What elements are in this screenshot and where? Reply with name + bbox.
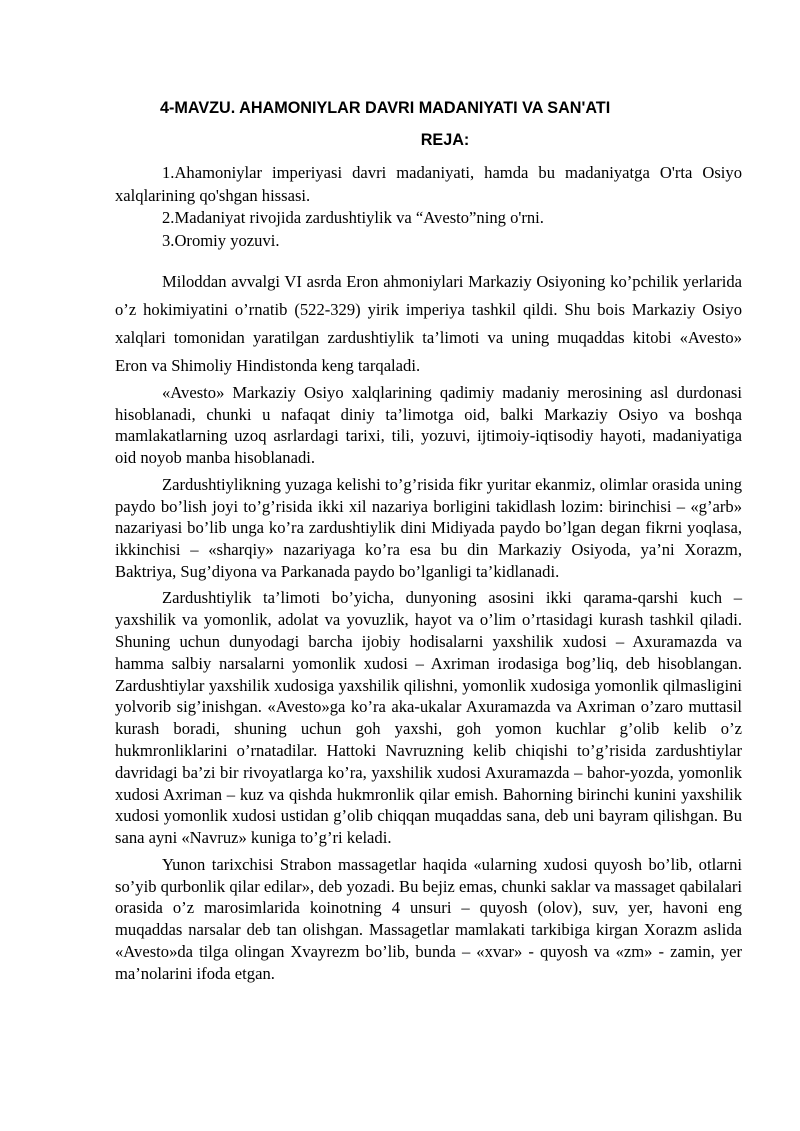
- plan-heading: REJA:: [420, 131, 470, 149]
- plan-list: [115, 162, 742, 252]
- paragraph: Zardushtiylikning yuzaga kelishi to’g’risida fikr yuritar ekanmiz, olimlar orasida uning paydo bo’lish joyi to’g’risida ikki xil nazariya borligini takidlash lozim: birinchisi – «g’arb» nazariyasi bo’lib unga ko’ra zardushtiylik dini Midiyada paydo bo’lgan degan fikrni yoqlasa, ikkinchisi – «sharqiy» nazariyaga ko’ra esa bu din Markaziy Osiyoda, ya’ni Xorazm, Baktriya, Sug’diyona va Parkanada paydo bo’lganligi ta’kidlanadi.: [115, 474, 742, 581]
- paragraph: Zardushtiylik ta’limoti bo’yicha, dunyoning asosini ikki qarama-qarshi kuch – yaxshilik va yomonlik, adolat va yovuzlik, hayot va o’lim o’rtasidagi kurash tashkil qiladi. Shuning uchun dunyodagi barcha ijobiy hodisalarni yaxshilik xudosi – Axuramazda va hamma salbiy narsalarni yomonlik xudosi – Axriman irodasiga bog’liq, deb hisoblangan. Zardushtiylar yaxshilik xudosiga yaxshilik qilishni, yomonlik xudosiga yomonlik qilmasligini yolvorib sig’inishgan. «Avesto»ga ko’ra aka-ukalar Axuramazda va Axriman o’zaro muttasil kurash boradi, shuning uchun goh yaxshi, goh yomon kuchlar g’olib kelib o’z hukmronliklarini o’rnatadilar. Hattoki Navruzning kelib chiqishi to’g’risida zardushtiylar davridagi ba’zi bir rivoyatlarga ko’ra, yaxshilik xudosi Axuramazda – bahor-yozda, yomonlik xudosi Axriman – kuz va qishda hukmronlik qilar emish. Bahorning birinchi kunini yaxshilik xudosi yomonlik xudosi ustidan g’olib chiqqan muqaddas sana, deb uni bayram qilishgan. Bu sana ayni «Navruz» kuniga to’g’ri keladi.: [115, 588, 742, 848]
- plan-item: 2.Madaniyat rivojida zardushtiylik va “Avesto”ning o'rni.: [162, 208, 544, 227]
- paragraph: Yunon tarixchisi Strabon massagetlar haqida «ularning xudosi quyosh bo’lib, otlarni so’yib qurbonlik qilar edilar», deb yozadi. Bu bejiz emas, chunki saklar va massaget qabilalari orasida o’z marosimlarida koinotning 4 unsuri – quyosh (olov), suv, yer, havoni eng muqaddas narsalar deb tan olishgan. Massagetlar mamlakati tarkibiga kirgan Xorazm aslida «Avesto»da tilga olingan Xvayrezm bo’lib, bunda – «xvar» - quyosh va «zm» - zamin, yer ma’nolarini ifoda etgan.: [115, 854, 742, 983]
- plan-item: 1.Ahamoniylar imperiyasi davri madaniyati, hamda bu madaniyatga O'rta Osiyo xalqlarining qo'shgan hissasi.: [115, 163, 742, 205]
- paragraph: «Avesto» Markaziy Osiyo xalqlarining qadimiy madaniy merosining asl durdonasi hisoblanadi, chunki u nafaqat diniy ta’limotga oid, balki Markaziy Osiyo va boshqa mamlakatlarning uzoq asrlardagi tarixi, tili, yozuvi, ijtimoiy-iqtisodiy hayoti, madaniyatiga oid noyob manba hisoblanadi.: [115, 383, 742, 468]
- plan-item: 3.Oromiy yozuvi.: [162, 230, 280, 250]
- document-body: [115, 268, 742, 990]
- document-title: 4-MAVZU. AHAMONIYLAR DAVRI MADANIYATI VA SAN'ATI: [160, 99, 611, 117]
- paragraph: Miloddan avvalgi VI asrda Eron ahmoniylari Markaziy Osiyoning ko’pchilik yerlarida o’z hokimiyatini o’rnatib (522-329) yirik imperiya tashkil qildi. Shu bois Markaziy Osiyo xalqlari tomonidan yaratilgan zardushtiylik ta’limoti va uning muqaddas kitobi «Avesto» Eron va Shimoliy Hindistonda keng tarqaladi.: [115, 272, 742, 375]
